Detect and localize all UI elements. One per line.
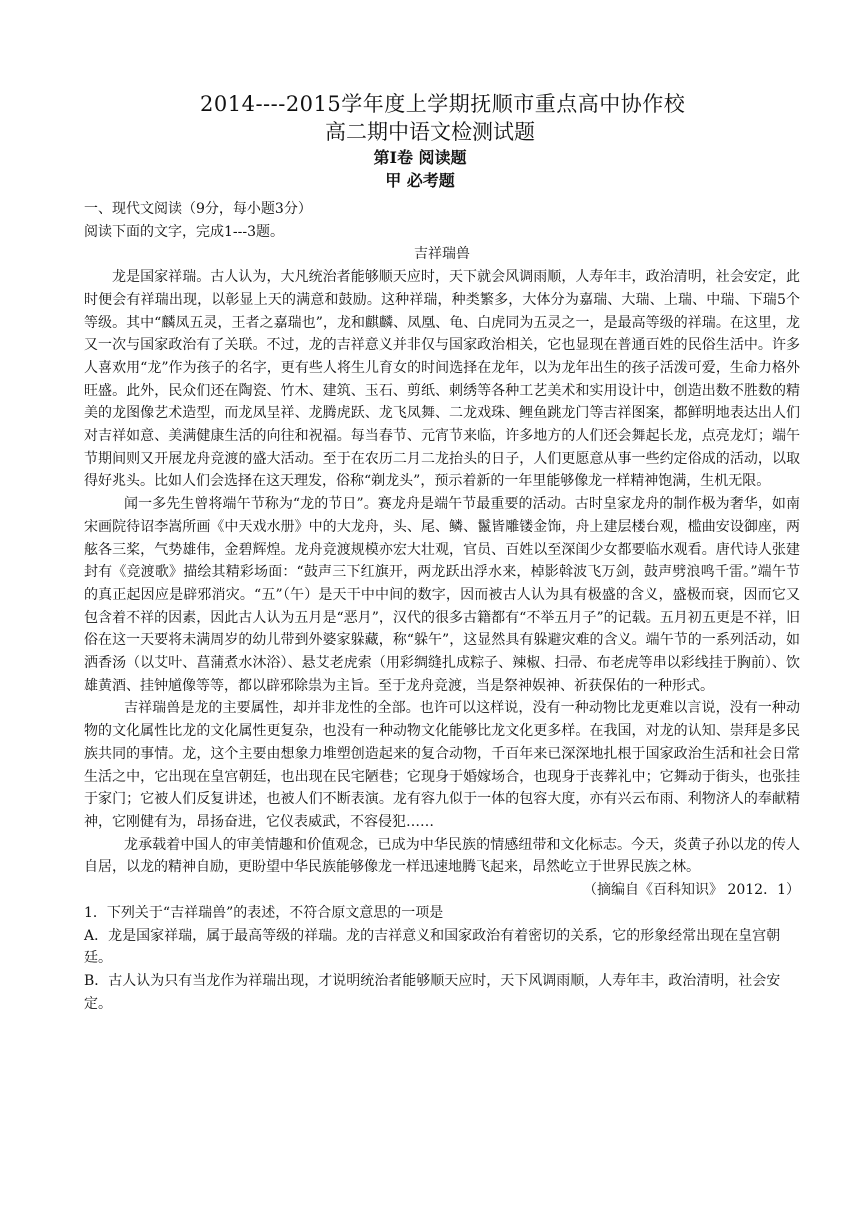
- exam-subtitle: 高二期中语文检测试题: [325, 120, 535, 144]
- question-option-b: B．古人认为只有当龙作为祥瑞出现，才说明统治者能够顺天应时，天下风调雨顺，人寿年丰，政治清明，社会安定。: [84, 972, 781, 1012]
- exam-title: 2014----2015学年度上学期抚顺市重点高中协作校: [200, 92, 686, 116]
- exam-body: [84, 198, 800, 1015]
- question-stem: 1．下列关于“吉祥瑞兽”的表述，不符合原文意思的一项是: [84, 904, 444, 921]
- reading-instruction: 阅读下面的文字，完成1---3题。: [84, 223, 285, 240]
- subsection-heading: 甲 必考题: [385, 171, 455, 190]
- article-title: 吉祥瑞兽: [414, 246, 470, 263]
- question-option-a: A．龙是国家祥瑞，属于最高等级的祥瑞。龙的吉祥意义和国家政治有着密切的关系，它的形象经常出现在皇宫朝廷。: [84, 927, 781, 967]
- article-paragraph: 闻一多先生曾将端午节称为“龙的节日”。赛龙舟是端午节最重要的活动。古时皇家龙舟的制作极为奢华，如南宋画院待诏李嵩所画《中天戏水册》中的大龙舟，头、尾、鳞、鬣皆雕镂金饰，舟上建层楼台观，槛曲安设御座，两舷各三桨，气势雄伟，金碧辉煌。龙舟竞渡规模亦宏大壮观，官员、百姓以至深闺少女都要临水观看。唐代诗人张建封有《竞渡歌》描绘其精彩场面：“鼓声三下红旗开，两龙跃出浮水来，棹影斡波飞万剑，鼓声劈浪鸣千雷。”端午节的真正起因应是辟邪消灾。“五”（午）是天干中中间的数字，因而被古人认为具有极盛的含义，盛极而衰，因而它又包含着不祥的因素，因此古人认为五月是“恶月”，汉代的很多古籍都有“不举五月子”的记载。五月初五更是不祥，旧俗在这一天要将未满周岁的幼儿带到外婆家躲藏，称“躲午”，这显然具有躲避灾难的含义。端午节的一系列活动，如洒香汤（以艾叶、菖蒲煮水沐浴）、悬艾老虎索（用彩绸缝扎成粽子、辣椒、扫帚、布老虎等串以彩线挂于胸前）、饮雄黄酒、挂钟馗像等等，都以辟邪除祟为主旨。至于龙舟竞渡，当是祭神娱神、祈获保佑的一种形式。: [84, 496, 800, 694]
- article-paragraph: 吉祥瑞兽是龙的主要属性，却并非龙性的全部。也许可以这样说，没有一种动物比龙更难以言说，没有一种动物的文化属性比龙的文化属性更复杂，也没有一种动物文化能够比龙文化更多样。在我国，对龙的认知、崇拜是多民族共同的事情。龙，这个主要由想象力堆塑创造起来的复合动物，千百年来已深深地扎根于国家政治生活和社会日常生活之中，它出现在皇宫朝廷，也出现在民宅陋巷；它现身于婚嫁场合，也现身于丧葬礼中；它舞动于街头，也张挂于家门；它被人们反复讲述，也被人们不断表演。龙有容九似于一体的包容大度，亦有兴云布雨、利物济人的奉献精神，它刚健有为，昂扬奋进，它仪表威武，不容侵犯……: [84, 700, 800, 830]
- article-paragraph: 龙是国家祥瑞。古人认为，大凡统治者能够顺天应时，天下就会风调雨顺，人寿年丰，政治清明，社会安定，此时便会有祥瑞出现，以彰显上天的满意和鼓励。这种祥瑞，种类繁多，大体分为嘉瑞、大瑞、上瑞、中瑞、下瑞5个等级。其中“麟凤五灵，王者之嘉瑞也”，龙和麒麟、凤凰、龟、白虎同为五灵之一，是最高等级的祥瑞。在这里，龙又一次与国家政治有了关联。不过，龙的吉祥意义并非仅与国家政治相关，它也显现在普通百姓的民俗生活中。许多人喜欢用“龙”作为孩子的名字，更有些人将生儿育女的时间选择在龙年，以为龙年出生的孩子活泼可爱，生命力格外旺盛。此外，民众们还在陶瓷、竹木、建筑、玉石、剪纸、刺绣等各种工艺美术和实用设计中，创造出数不胜数的精美的龙图像艺术造型，而龙凤呈祥、龙腾虎跃、龙飞凤舞、二龙戏珠、鲤鱼跳龙门等吉祥图案，都鲜明地表达出人们对吉祥如意、美满健康生活的向往和祝福。每当春节、元宵节来临，许多地方的人们还会舞起长龙，点亮龙灯；端午节期间则又开展龙舟竞渡的盛大活动。至于在农历二月二龙抬头的日子，人们更愿意从事一些约定俗成的活动，以取得好兆头。比如人们会选择在这天理发，俗称“剃龙头”，预示着新的一年里能够像龙一样精神饱满，生机无限。: [84, 269, 800, 490]
- section-heading: 第Ⅰ卷 阅读题: [373, 148, 467, 167]
- part-heading: 一、现代文阅读（9分，每小题3分）: [84, 201, 312, 217]
- article-paragraph: 龙承载着中国人的审美情趣和价值观念，已成为中华民族的情感纽带和文化标志。今天，炎黄子孙以龙的传人自居，以龙的精神自励，更盼望中华民族能够像龙一样迅速地腾飞起来，昂然屹立于世界民族之林。: [84, 836, 800, 876]
- article-source: （摘编自《百科知识》 2012．1）: [583, 882, 800, 899]
